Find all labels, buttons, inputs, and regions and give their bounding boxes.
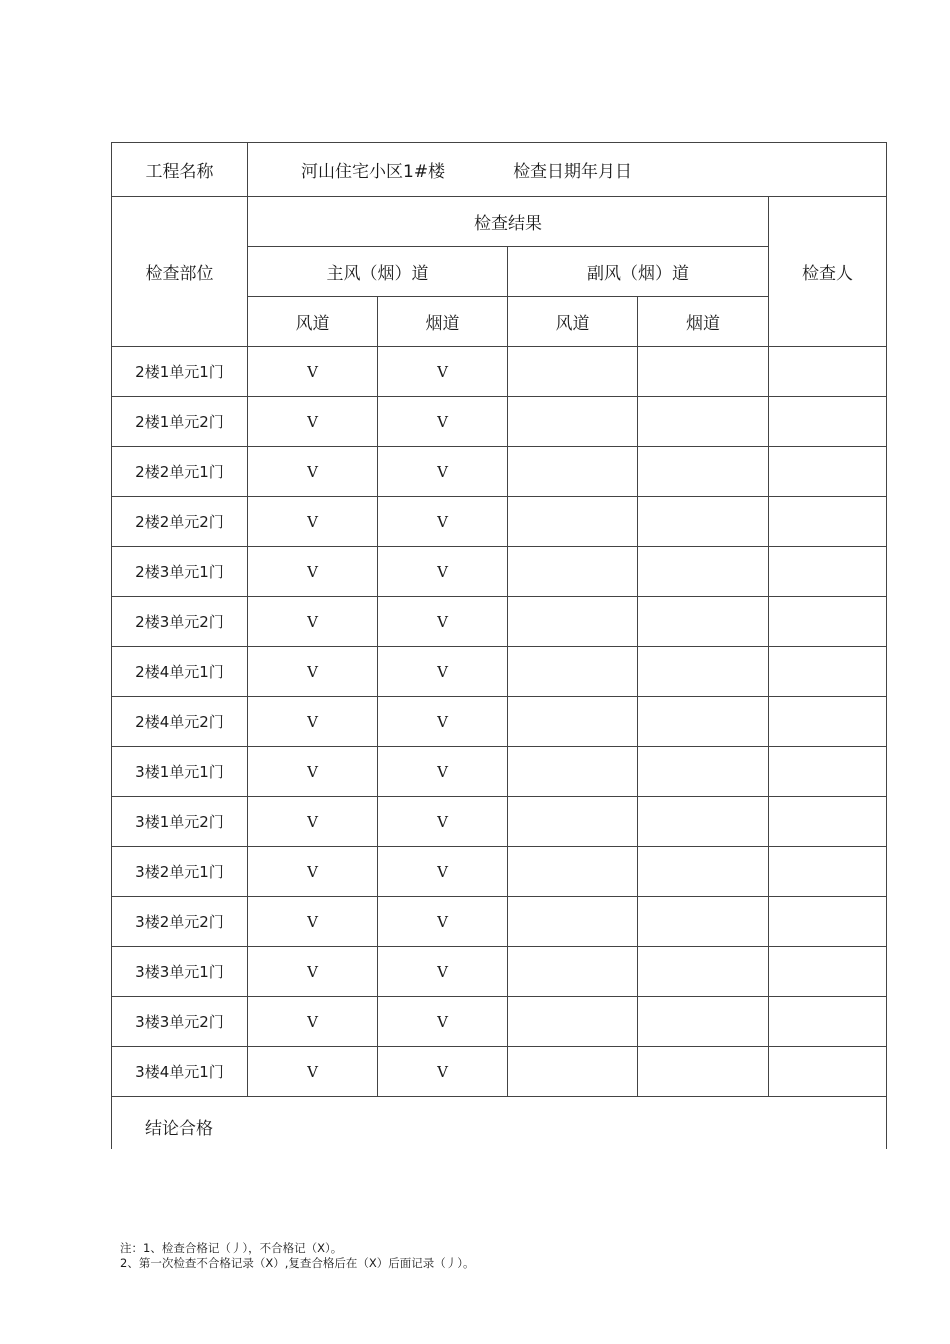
row-location: 3楼1单元2门 [112,797,248,847]
project-label: 工程名称 [112,143,248,197]
sub-group-header: 副风（烟）道 [508,247,769,297]
main-smoke-mark: V [378,547,508,597]
sub-air-mark [508,497,638,547]
row-location: 2楼3单元2门 [112,597,248,647]
sub-air-mark [508,897,638,947]
result-header: 检查结果 [248,197,769,247]
project-name: 河山住宅小区1#楼 [301,162,446,182]
table-row [112,697,887,747]
row-location: 3楼3单元1门 [112,947,248,997]
sub-air-mark [508,1047,638,1097]
sub-air-mark [508,647,638,697]
main-air-mark: V [248,1047,378,1097]
row-location: 2楼1单元1门 [112,347,248,397]
table-row [112,397,887,447]
sub-air-mark [508,947,638,997]
header-row-1 [112,197,887,247]
inspector-cell [769,397,887,447]
row-location: 2楼2单元2门 [112,497,248,547]
project-cell [248,143,887,197]
sub-smoke-mark [638,1047,769,1097]
inspector-cell [769,997,887,1047]
row-location: 2楼4单元1门 [112,647,248,697]
sub-air-mark [508,397,638,447]
main-air-mark: V [248,497,378,547]
table-row [112,747,887,797]
conclusion-text: 结论合格 [145,1119,213,1139]
main-air-mark: V [248,347,378,397]
main-smoke-mark: V [378,347,508,397]
table-row [112,947,887,997]
sub-smoke-mark [638,897,769,947]
note-line-2: 2、第一次检查不合格记录（X）,复查合格后在（X）后面记录（丿）。 [120,1256,475,1270]
main-smoke-mark: V [378,947,508,997]
inspector-cell [769,847,887,897]
table-body [112,143,887,1150]
inspector-cell [769,447,887,497]
main-smoke-mark: V [378,747,508,797]
table-row [112,997,887,1047]
check-date-label: 检查日期年月日 [513,162,633,182]
table-row [112,347,887,397]
sub-air-mark [508,547,638,597]
main-smoke-mark: V [378,997,508,1047]
inspector-cell [769,947,887,997]
inspector-cell [769,697,887,747]
main-air-mark: V [248,597,378,647]
conclusion-cell [112,1097,887,1150]
project-row [112,143,887,197]
notes [120,1241,474,1271]
sub-air-mark [508,697,638,747]
sub-smoke-mark [638,947,769,997]
table-row [112,847,887,897]
main-smoke-mark: V [378,897,508,947]
main-smoke-mark: V [378,647,508,697]
main-smoke-header: 烟道 [378,297,508,347]
main-group-header: 主风（烟）道 [248,247,508,297]
sub-smoke-mark [638,697,769,747]
main-air-mark: V [248,847,378,897]
main-air-mark: V [248,547,378,597]
table-row [112,647,887,697]
sub-air-mark [508,447,638,497]
main-air-mark: V [248,997,378,1047]
sub-air-mark [508,847,638,897]
inspector-cell [769,497,887,547]
inspector-cell [769,897,887,947]
main-smoke-mark: V [378,497,508,547]
main-air-mark: V [248,447,378,497]
main-air-mark: V [248,747,378,797]
sub-smoke-mark [638,347,769,397]
sub-air-header: 风道 [508,297,638,347]
inspector-cell [769,597,887,647]
table-row [112,497,887,547]
main-smoke-mark: V [378,447,508,497]
row-location: 3楼4单元1门 [112,1047,248,1097]
sub-smoke-mark [638,397,769,447]
inspector-cell [769,347,887,397]
sub-air-mark [508,997,638,1047]
main-smoke-mark: V [378,1047,508,1097]
sub-smoke-mark [638,747,769,797]
sub-air-mark [508,597,638,647]
main-smoke-mark: V [378,847,508,897]
inspector-cell [769,547,887,597]
sub-smoke-mark [638,847,769,897]
main-air-mark: V [248,797,378,847]
main-air-mark: V [248,947,378,997]
table-row [112,1047,887,1097]
inspector-header: 检查人 [769,197,887,347]
sub-smoke-mark [638,647,769,697]
sub-smoke-mark [638,997,769,1047]
row-location: 2楼1单元2门 [112,397,248,447]
main-air-mark: V [248,647,378,697]
sub-air-mark [508,347,638,397]
row-location: 3楼2单元2门 [112,897,248,947]
row-location: 2楼3单元1门 [112,547,248,597]
sub-smoke-mark [638,497,769,547]
table-row [112,447,887,497]
table-row [112,597,887,647]
sub-smoke-mark [638,447,769,497]
row-location: 3楼2单元1门 [112,847,248,897]
sub-smoke-mark [638,547,769,597]
main-air-mark: V [248,397,378,447]
inspector-cell [769,797,887,847]
inspector-cell [769,747,887,797]
main-air-mark: V [248,697,378,747]
row-location: 2楼2单元1门 [112,447,248,497]
note-line-1: 注：1、检查合格记（丿），不合格记（X）。 [120,1241,343,1255]
sub-smoke-header: 烟道 [638,297,769,347]
main-smoke-mark: V [378,397,508,447]
inspector-cell [769,647,887,697]
row-location: 3楼3单元2门 [112,997,248,1047]
main-air-header: 风道 [248,297,378,347]
sub-air-mark [508,797,638,847]
row-location: 3楼1单元1门 [112,747,248,797]
sub-air-mark [508,747,638,797]
conclusion-row [112,1097,887,1150]
table-row [112,547,887,597]
table-row [112,797,887,847]
sub-smoke-mark [638,597,769,647]
main-air-mark: V [248,897,378,947]
main-smoke-mark: V [378,797,508,847]
main-smoke-mark: V [378,697,508,747]
inspection-table [111,142,887,1149]
sub-smoke-mark [638,797,769,847]
main-smoke-mark: V [378,597,508,647]
row-location: 2楼4单元2门 [112,697,248,747]
table-row [112,897,887,947]
inspector-cell [769,1047,887,1097]
location-header: 检查部位 [112,197,248,347]
